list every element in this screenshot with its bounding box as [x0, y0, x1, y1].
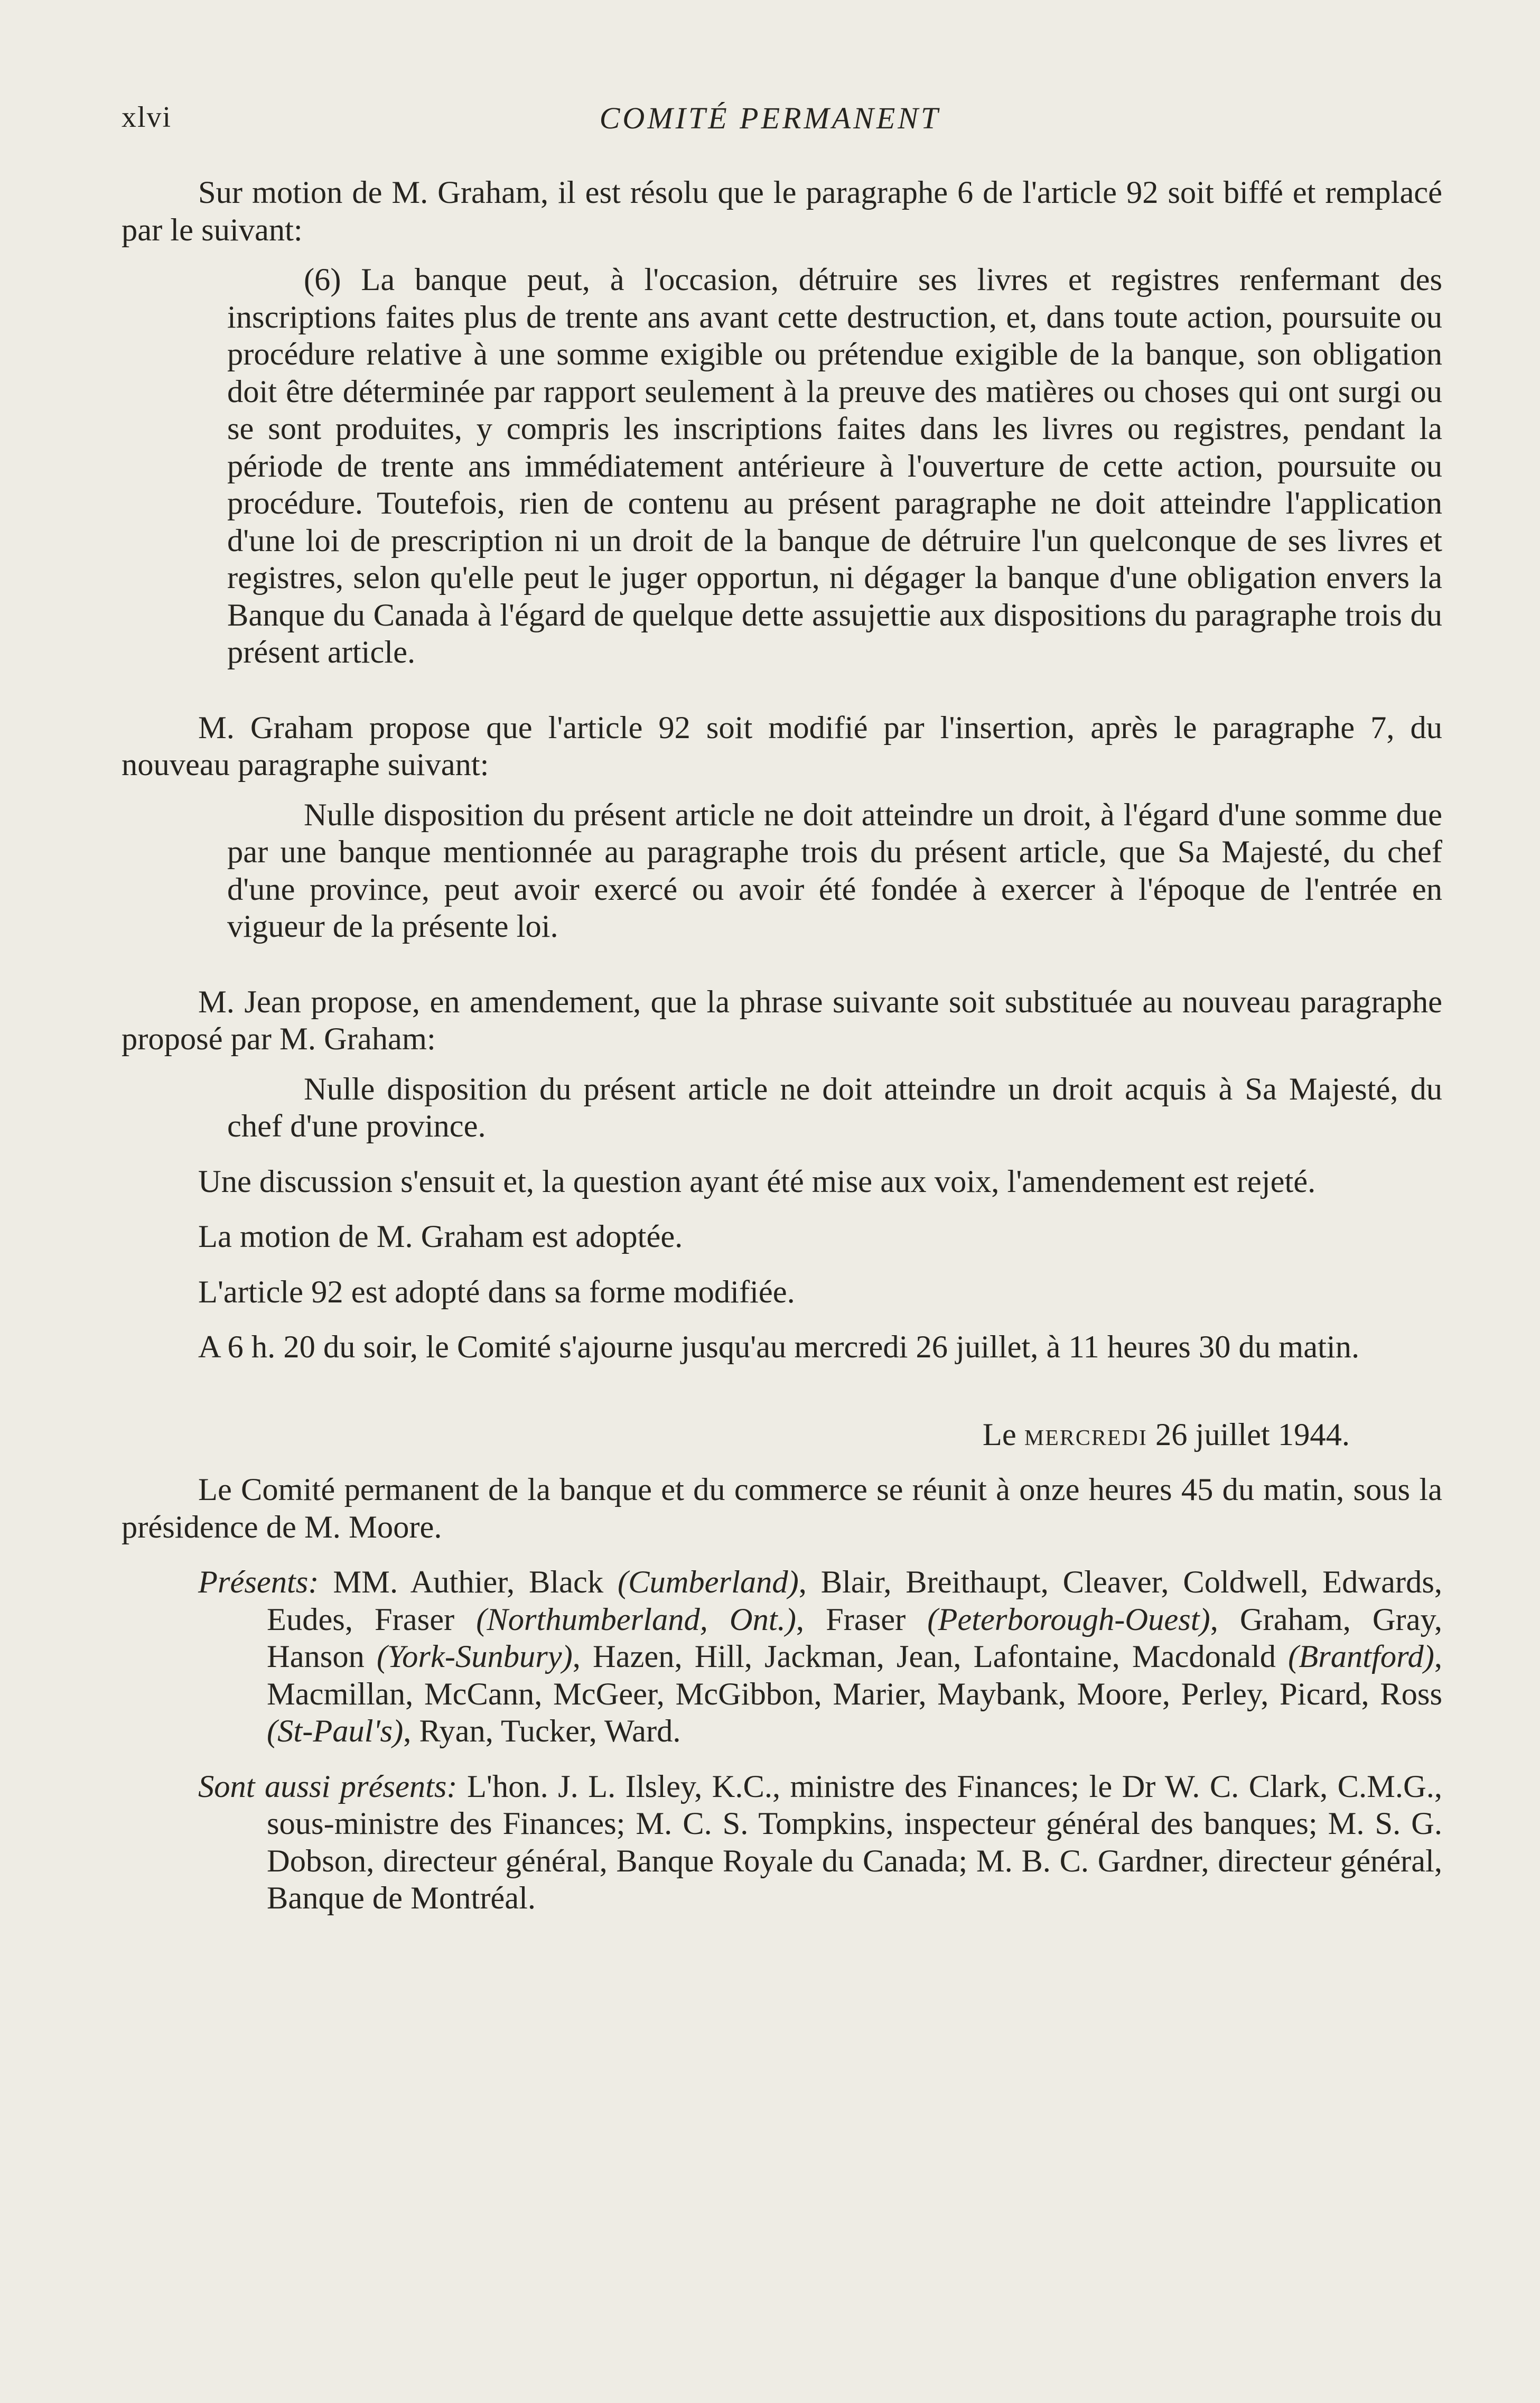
- attendance-present: Présents: MM. Authier, Black (Cumberland), Blair, Breithaupt, Cleaver, Coldwell, Edwards, Eudes, Fraser (Northumberland, Ont.), Fraser (Peterborough-Ouest), Graham, Gray, Hanson (York-Sunbury), Hazen, Hill, Jackman, Jean, Lafontaine, Macdonald (Brantford), Macmillan, McCann, McGeer, McGibbon, Marier, Maybank, Moore, Perley, Picard, Ross (St-Paul's), Ryan, Tucker, Ward.: [198, 1564, 1443, 1749]
- paragraph-motion: Sur motion de M. Graham, il est résolu que le paragraphe 6 de l'article 92 soit biffé et remplacé par le suivant:: [122, 175, 1442, 248]
- quoted-paragraph-6: (6) La banque peut, à l'occasion, détruire ses livres et registres renfermant des inscriptions faites plus de trente ans avant cette destruction, et, dans toute action, poursuite ou procédure relative à une somme exigible ou prétendue exigible de la banque, son obligation doit être déterminée par rapport seulement à la preuve des matières ou choses qui ont surgi ou se sont produites, y compris les inscriptions faites dans les livres ou registres, pendant la période de trente ans immédiatement antérieure à l'ouverture de cette action, poursuite ou procédure. Toutefois, rien de contenu au présent paragraphe ne doit atteindre l'application d'une loi de prescription ni un droit de la banque de détruire l'un quelconque de ses livres et registres, selon qu'elle peut le juger opportun, ni dégager la banque d'une obligation envers la Banque du Canada à l'égard de quelque dette assujettie aux dispositions du paragraphe trois du présent article.: [227, 262, 1442, 670]
- paragraph-meeting-opening: Le Comité permanent de la banque et du commerce se réunit à onze heures 45 du matin, sous la présidence de M. Moore.: [122, 1472, 1442, 1545]
- page-header: [122, 100, 1418, 143]
- meeting-date: Le mercredi 26 juillet 1944.: [982, 1417, 1350, 1452]
- quoted-amendment: Nulle disposition du présent article ne doit atteindre un droit acquis à Sa Majesté, du chef d'une province.: [227, 1071, 1442, 1144]
- paragraph-article-adopted: L'article 92 est adopté dans sa forme modifiée.: [198, 1274, 795, 1310]
- running-title: COMITÉ PERMANENT: [599, 101, 941, 135]
- paragraph-discussion: Une discussion s'ensuit et, la question ayant été mise aux voix, l'amendement est rejeté.: [198, 1163, 1316, 1199]
- page-number: xlvi: [122, 101, 172, 134]
- meeting-weekday: mercredi: [1024, 1417, 1147, 1452]
- page-body: [122, 174, 1442, 1917]
- paragraph-motion-adopted: La motion de M. Graham est adoptée.: [198, 1219, 683, 1254]
- paragraph-adjournment: A 6 h. 20 du soir, le Comité s'ajourne jusqu'au mercredi 26 juillet, à 11 heures 30 du matin.: [198, 1329, 1360, 1365]
- paragraph-graham-proposal: M. Graham propose que l'article 92 soit modifié par l'insertion, après le paragraphe 7, du nouveau paragraphe suivant:: [122, 710, 1442, 783]
- present-label: Présents:: [198, 1564, 319, 1600]
- quoted-new-paragraph: Nulle disposition du présent article ne doit atteindre un droit, à l'égard d'une somme due par une banque mentionnée au paragraphe trois du présent article, que Sa Majesté, du chef d'une province, peut avoir exercé ou avoir été fondée à exercer à l'époque de l'entrée en vigueur de la présente loi.: [227, 797, 1442, 944]
- also-present-label: Sont aussi présents:: [198, 1768, 458, 1804]
- attendance-also-present: Sont aussi présents: L'hon. J. L. Ilsley, K.C., ministre des Finances; le Dr W. C. Clark, C.M.G., sous-ministre des Finances; M. C. S. Tompkins, inspecteur général des banques; M. S. G. Dobson, directeur général, Banque Royale du Canada; M. B. C. Gardner, directeur général, Banque de Montréal.: [198, 1768, 1442, 1916]
- paragraph-jean-amendment: M. Jean propose, en amendement, que la phrase suivante soit substituée au nouveau paragraphe proposé par M. Graham:: [122, 984, 1442, 1057]
